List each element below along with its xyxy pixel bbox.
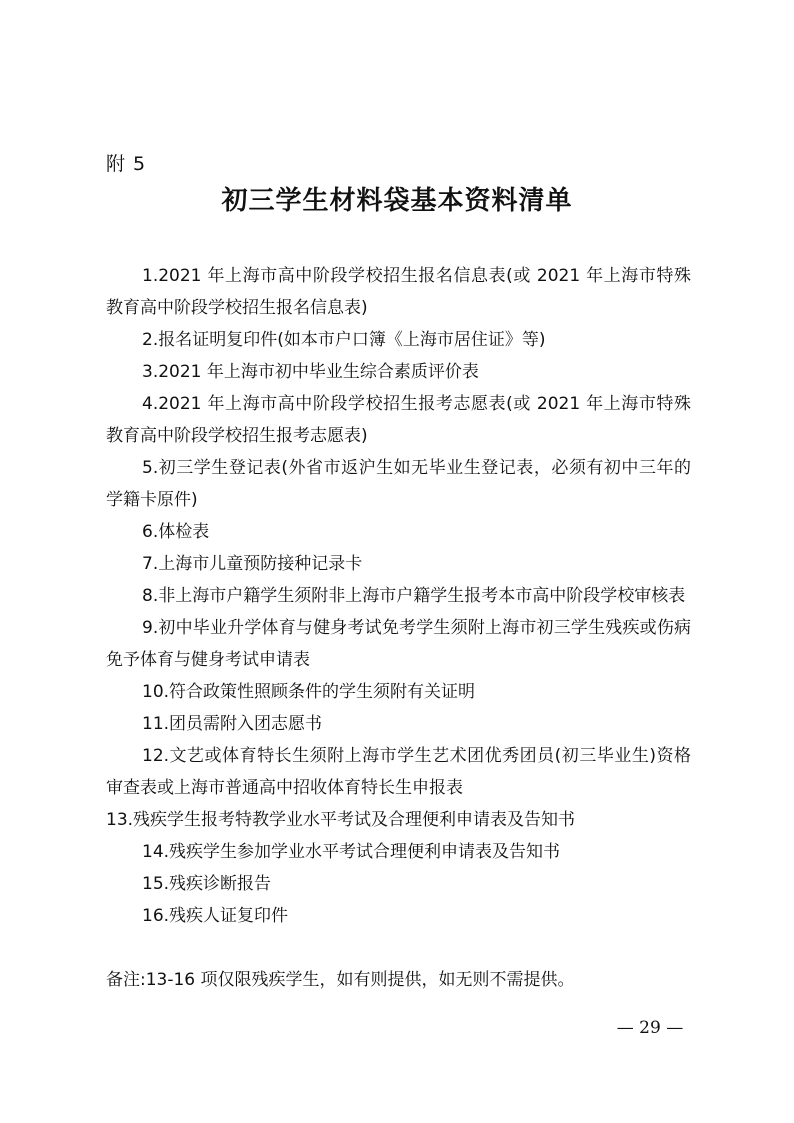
attachment-label: 附 5 xyxy=(106,153,147,175)
list-item: 5.初三学生登记表(外省市返沪生如无毕业生登记表，必须有初中三年的学籍卡原件) xyxy=(106,458,691,510)
list-item: 9.初中毕业升学体育与健身考试免考学生须附上海市初三学生残疾或伤病免予体育与健身考试申请表 xyxy=(106,618,691,670)
page-number: — 29 — xyxy=(616,1018,684,1038)
list-item: 2.报名证明复印件(如本市户口簿《上海市居住证》等) xyxy=(142,330,546,350)
list-item: 12.文艺或体育特长生须附上海市学生艺术团优秀团员(初三毕业生)资格审查表或上海市普通高中招收体育特长生申报表 xyxy=(106,746,691,798)
list-item: 8.非上海市户籍学生须附非上海市户籍学生报考本市高中阶段学校审核表 xyxy=(142,586,686,606)
list-item: 7.上海市儿童预防接种记录卡 xyxy=(142,554,363,574)
list-item: 11.团员需附入团志愿书 xyxy=(142,714,323,734)
list-item: 6.体检表 xyxy=(142,522,210,542)
document-title: 初三学生材料袋基本资料清单 xyxy=(221,186,573,216)
list-item: 3.2021 年上海市初中毕业生综合素质评价表 xyxy=(142,362,479,382)
list-item: 14.残疾学生参加学业水平考试合理便利申请表及告知书 xyxy=(142,842,561,862)
list-item: 4.2021 年上海市高中阶段学校招生报考志愿表(或 2021 年上海市特殊教育高中阶段学校招生报考志愿表) xyxy=(106,394,691,446)
material-list xyxy=(106,260,691,932)
list-item: 10.符合政策性照顾条件的学生须附有关证明 xyxy=(142,682,476,702)
list-item: 13.残疾学生报考特教学业水平考试及合理便利申请表及告知书 xyxy=(106,810,576,830)
list-item: 1.2021 年上海市高中阶段学校招生报名信息表(或 2021 年上海市特殊教育高中阶段学校招生报名信息表) xyxy=(106,266,691,318)
note: 备注:13-16 项仅限残疾学生，如有则提供，如无则不需提供。 xyxy=(106,970,575,990)
list-item: 16.残疾人证复印件 xyxy=(142,906,289,926)
list-item: 15.残疾诊断报告 xyxy=(142,874,272,894)
